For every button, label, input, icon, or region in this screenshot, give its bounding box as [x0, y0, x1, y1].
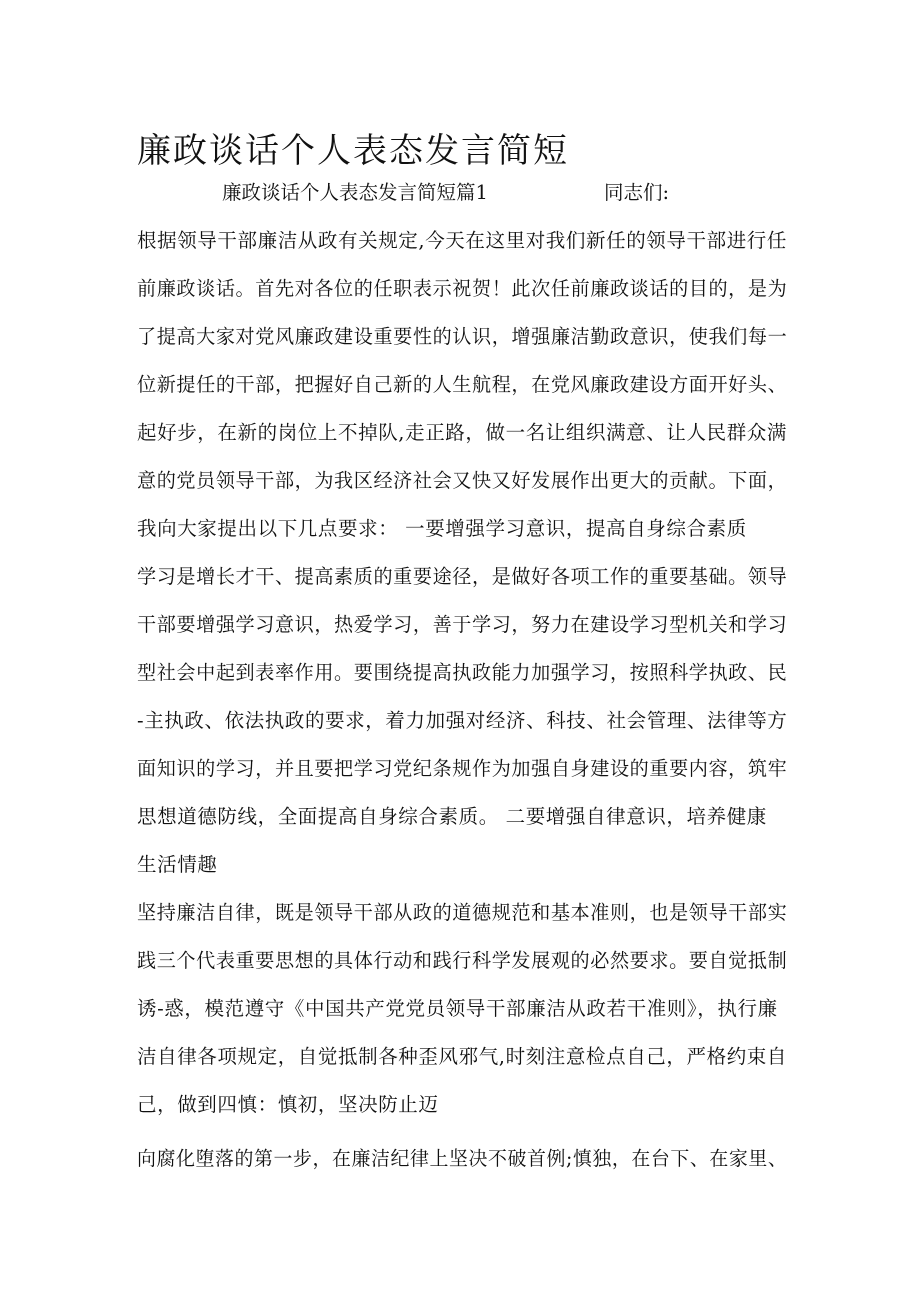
body-line: 前廉政谈话。首先对各位的任职表示祝贺！此次任前廉政谈话的目的，是为: [137, 277, 788, 300]
body-line: 己，做到四慎：慎初，坚决防止迈: [137, 1093, 439, 1116]
body-line: 型社会中起到表率作用。要围绕提高执政能力加强学习，按照科学执政、民: [137, 661, 788, 684]
body-line: 我向大家提出以下几点要求： 一要增强学习意识，提高自身综合素质: [137, 517, 747, 540]
body-line: 洁自律各项规定，自觉抵制各种歪风邪气,时刻注意检点自己，严格约束自: [137, 1045, 787, 1068]
greeting: 同志们:: [604, 181, 670, 204]
body-line: 践三个代表重要思想的具体行动和践行科学发展观的必然要求。要自觉抵制: [137, 949, 788, 972]
body-line: 了提高大家对党风廉政建设重要性的认识，增强廉洁勤政意识，使我们每一: [137, 325, 788, 348]
body-line: 干部要增强学习意识，热爱学习，善于学习，努力在建设学习型机关和学习: [137, 613, 788, 636]
body-line: 诱-惑，模范遵守《中国共产党党员领导干部廉洁从政若干准则》，执行廉: [137, 997, 778, 1020]
document-title: 廉政谈话个人表态发言简短: [137, 130, 569, 171]
body-line: 思想道德防线，全面提高自身综合素质。 二要增强自律意识，培养健康: [137, 805, 767, 828]
body-line: -主执政、依法执政的要求，着力加强对经济、科技、社会管理、法律等方: [137, 709, 788, 732]
body-line: 起好步，在新的岗位上不掉队,走正路，做一名让组织满意、让人民群众满: [137, 421, 787, 444]
body-line: 根据领导干部廉洁从政有关规定,今天在这里对我们新任的领导干部进行任: [137, 229, 787, 252]
body-line: 向腐化堕落的第一步，在廉洁纪律上坚决不破首例;慎独，在台下、在家里、: [137, 1147, 788, 1170]
body-line: 面知识的学习，并且要把学习党纪条规作为加强自身建设的重要内容，筑牢: [137, 757, 788, 780]
body-line: 生活情趣: [137, 853, 218, 876]
section-subtitle: 廉政谈话个人表态发言简短篇1: [222, 181, 488, 204]
body-line: 位新提任的干部，把握好自己新的人生航程，在党风廉政建设方面开好头、: [137, 373, 788, 396]
body-line: 学习是增长才干、提高素质的重要途径，是做好各项工作的重要基础。领导: [137, 565, 788, 588]
body-line: 坚持廉洁自律，既是领导干部从政的道德规范和基本准则，也是领导干部实: [137, 901, 788, 924]
body-line: 意的党员领导干部，为我区经济社会又快又好发展作出更大的贡献。下面，: [137, 469, 788, 492]
